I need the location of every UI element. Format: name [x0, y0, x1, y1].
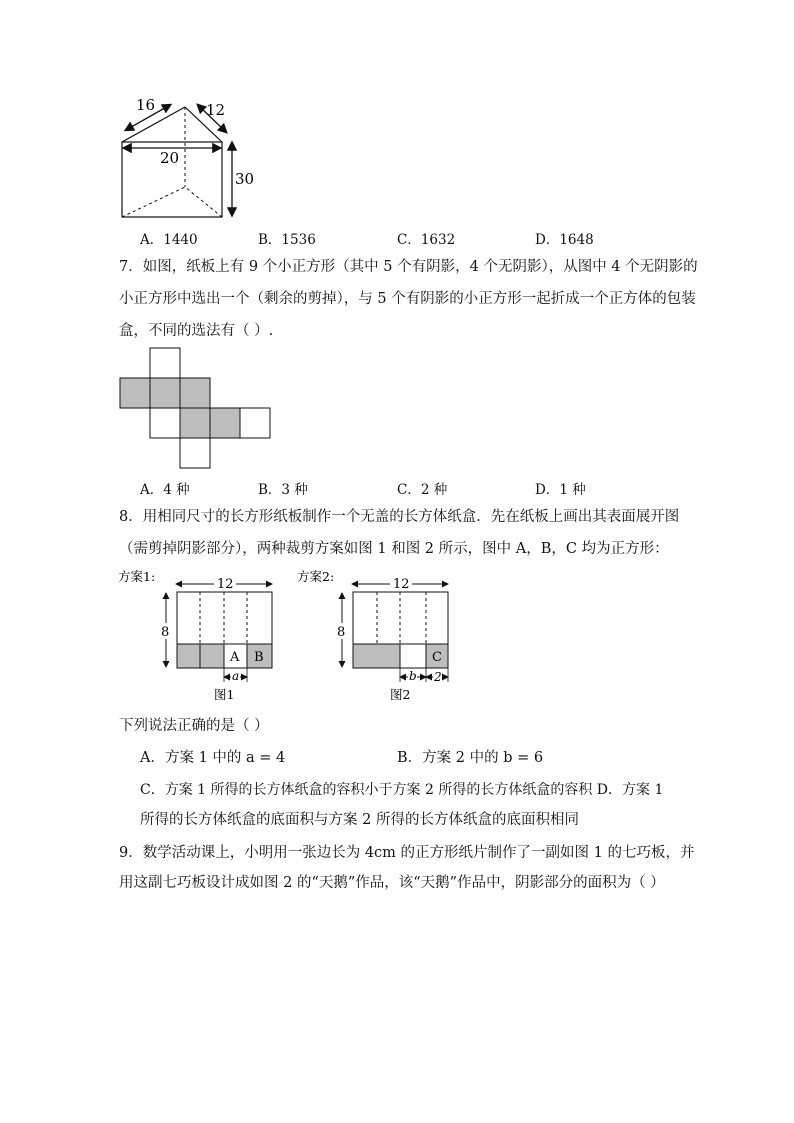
- dim-16: 16: [136, 96, 156, 114]
- q9-line-1: 9．数学活动课上，小明用一张边长为 4cm 的正方形纸片制作了一副如图 1 的七巧板，并: [119, 845, 695, 861]
- q7-option-c: C．2 种: [397, 482, 448, 498]
- q6-option-b: B．1536: [258, 232, 316, 248]
- q8-option-a: A．方案 1 中的 a = 4: [140, 750, 286, 766]
- plan1-var-a: a: [232, 669, 240, 683]
- q7-option-a: A．4 种: [140, 482, 190, 498]
- plan1-square-a: A: [230, 650, 240, 665]
- q6-option-a: A．1440: [140, 232, 198, 248]
- plan2-dim-2: 2: [434, 670, 442, 684]
- cube-net-figure: [119, 347, 279, 472]
- prism-figure: [110, 95, 270, 220]
- plan1-height: 8: [161, 625, 170, 640]
- q6-option-c: C．1632: [397, 232, 456, 248]
- plan1-width: 12: [217, 577, 234, 592]
- q8-option-c-line-2: 所得的长方体纸盒的底面积与方案 2 所得的长方体纸盒的底面积相同: [140, 812, 579, 828]
- q7-line-3: 盒，不同的选法有（ ）.: [119, 323, 274, 339]
- plan2-caption: 图2: [390, 687, 411, 702]
- plan1-caption: 图1: [214, 687, 235, 702]
- dim-30: 30: [235, 170, 255, 188]
- q8-option-c-line-1: C．方案 1 所得的长方体纸盒的容积小于方案 2 所得的长方体纸盒的容积 D．方案 1: [140, 782, 664, 798]
- dim-12: 12: [206, 101, 226, 119]
- q8-question: 下列说法正确的是（ ）: [119, 718, 269, 734]
- dim-20: 20: [160, 149, 180, 167]
- plan1-square-b: B: [254, 650, 264, 665]
- q7-line-2: 小正方形中选出一个（剩余的剪掉），与 5 个有阴影的小正方形一起折成一个正方体的包装: [119, 291, 696, 307]
- q8-option-b: B．方案 2 中的 b = 6: [397, 750, 544, 766]
- plan2-width: 12: [393, 577, 410, 592]
- q7-option-b: B．3 种: [258, 482, 308, 498]
- q7-option-d: D．1 种: [535, 482, 586, 498]
- q9-line-2: 用这副七巧板设计成如图 2 的“天鹅”作品，该“天鹅”作品中，阴影部分的面积为（ ）: [119, 875, 665, 891]
- plan2-height: 8: [337, 625, 346, 640]
- plan2-var-b: b: [409, 669, 417, 683]
- plan1-figure: [116, 568, 286, 703]
- plan2-label: 方案2:: [297, 569, 335, 584]
- q6-option-d: D．1648: [535, 232, 594, 248]
- q8-line-1: 8．用相同尺寸的长方形纸板制作一个无盖的长方体纸盒．先在纸板上画出其表面展开图: [119, 509, 680, 525]
- q7-line-1: 7．如图，纸板上有 9 个小正方形（其中 5 个有阴影，4 个无阴影），从图中 4 个无阴影的: [119, 259, 698, 275]
- plan2-square-c: C: [432, 650, 442, 665]
- q8-line-2: （需剪掉阴影部分），两种裁剪方案如图 1 和图 2 所示，图中 A，B，C 均为正方形：: [119, 541, 669, 557]
- plan1-label: 方案1:: [118, 569, 156, 584]
- plan2-figure: [295, 568, 465, 703]
